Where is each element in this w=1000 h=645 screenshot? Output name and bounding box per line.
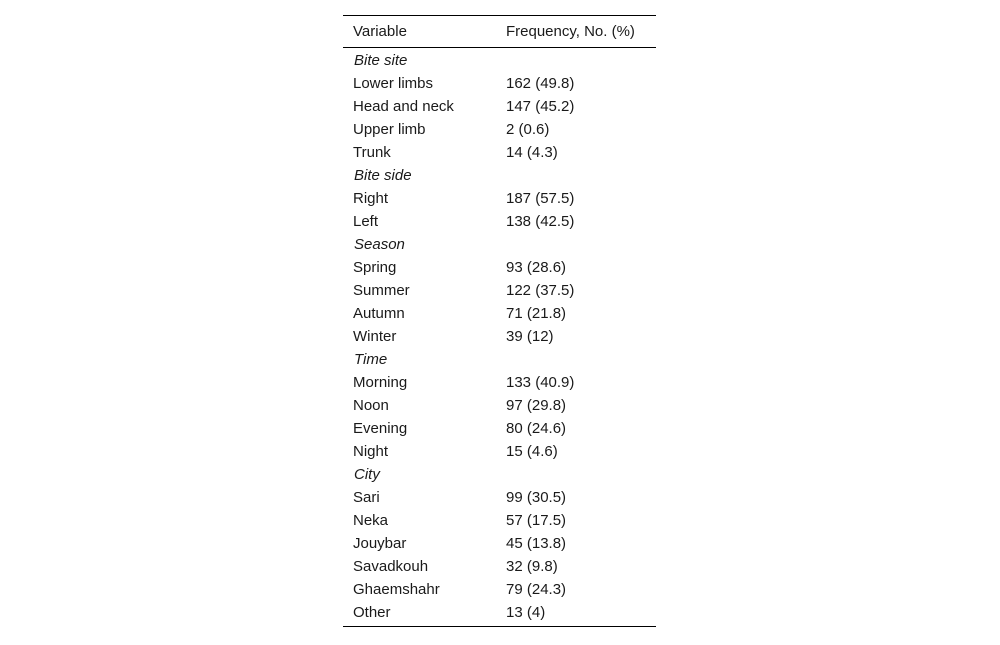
section-label: Bite side <box>354 167 412 184</box>
section-empty-cell <box>496 48 656 73</box>
header-frequency: Frequency, No. (%) <box>496 16 656 48</box>
frequency-cell: 80 (24.6) <box>506 420 567 437</box>
table-header-row <box>343 16 656 48</box>
variable-cell: Upper limb <box>353 121 426 138</box>
section-row <box>343 348 656 371</box>
frequency-cell: 147 (45.2) <box>506 98 575 115</box>
variable-cell: Head and neck <box>353 98 454 115</box>
table-row <box>343 141 656 164</box>
variable-cell: Noon <box>353 397 389 414</box>
variable-cell: Trunk <box>353 144 391 161</box>
variable-cell: Autumn <box>353 305 405 322</box>
table-bottom-rule <box>343 626 656 627</box>
variable-cell: Jouybar <box>353 535 407 552</box>
table-row <box>343 118 656 141</box>
variable-cell: Right <box>353 190 389 207</box>
variable-cell: Neka <box>353 512 389 529</box>
section-label: Time <box>354 351 388 368</box>
variable-cell: Morning <box>353 374 408 391</box>
frequency-cell: 32 (9.8) <box>506 558 558 575</box>
frequency-cell: 93 (28.6) <box>506 259 567 276</box>
section-empty-cell <box>496 164 656 187</box>
variable-cell: Left <box>353 213 379 230</box>
table-row <box>343 325 656 348</box>
table-row <box>343 440 656 463</box>
table-row <box>343 578 656 601</box>
frequency-cell: 133 (40.9) <box>506 374 575 391</box>
table-row <box>343 486 656 509</box>
frequency-cell: 97 (29.8) <box>506 397 567 414</box>
section-row <box>343 164 656 187</box>
frequency-cell: 15 (4.6) <box>506 443 558 460</box>
table-row <box>343 394 656 417</box>
frequency-table-container <box>343 15 656 627</box>
table-body <box>343 48 656 627</box>
table-row <box>343 417 656 440</box>
table-row <box>343 302 656 325</box>
header-variable: Variable <box>343 16 496 48</box>
table-row <box>343 601 656 626</box>
table-row <box>343 555 656 578</box>
frequency-cell: 71 (21.8) <box>506 305 567 322</box>
frequency-cell: 79 (24.3) <box>506 581 567 598</box>
variable-cell: Other <box>353 604 391 621</box>
frequency-cell: 122 (37.5) <box>506 282 575 299</box>
table-row <box>343 187 656 210</box>
variable-cell: Evening <box>353 420 408 437</box>
variable-cell: Night <box>353 443 389 460</box>
frequency-cell: 13 (4) <box>506 604 546 621</box>
section-row <box>343 48 656 73</box>
frequency-cell: 57 (17.5) <box>506 512 567 529</box>
section-label: Season <box>354 236 405 253</box>
section-empty-cell <box>496 233 656 256</box>
section-label: City <box>354 466 380 483</box>
frequency-cell: 2 (0.6) <box>506 121 550 138</box>
table-row <box>343 371 656 394</box>
section-empty-cell <box>496 348 656 371</box>
frequency-cell: 162 (49.8) <box>506 75 575 92</box>
variable-cell: Summer <box>353 282 410 299</box>
table-row <box>343 279 656 302</box>
table-row <box>343 210 656 233</box>
table-row <box>343 509 656 532</box>
table-row <box>343 72 656 95</box>
variable-cell: Spring <box>353 259 397 276</box>
table-row <box>343 532 656 555</box>
table-row <box>343 95 656 118</box>
variable-cell: Savadkouh <box>353 558 429 575</box>
frequency-cell: 138 (42.5) <box>506 213 575 230</box>
frequency-table <box>343 15 656 626</box>
variable-cell: Lower limbs <box>353 75 434 92</box>
frequency-cell: 99 (30.5) <box>506 489 567 506</box>
frequency-cell: 39 (12) <box>506 328 554 345</box>
frequency-cell: 187 (57.5) <box>506 190 575 207</box>
variable-cell: Winter <box>353 328 397 345</box>
section-label: Bite site <box>354 52 408 69</box>
section-row <box>343 233 656 256</box>
table-row <box>343 256 656 279</box>
variable-cell: Sari <box>353 489 380 506</box>
frequency-cell: 45 (13.8) <box>506 535 567 552</box>
frequency-cell: 14 (4.3) <box>506 144 558 161</box>
variable-cell: Ghaemshahr <box>353 581 440 598</box>
section-empty-cell <box>496 463 656 486</box>
section-row <box>343 463 656 486</box>
